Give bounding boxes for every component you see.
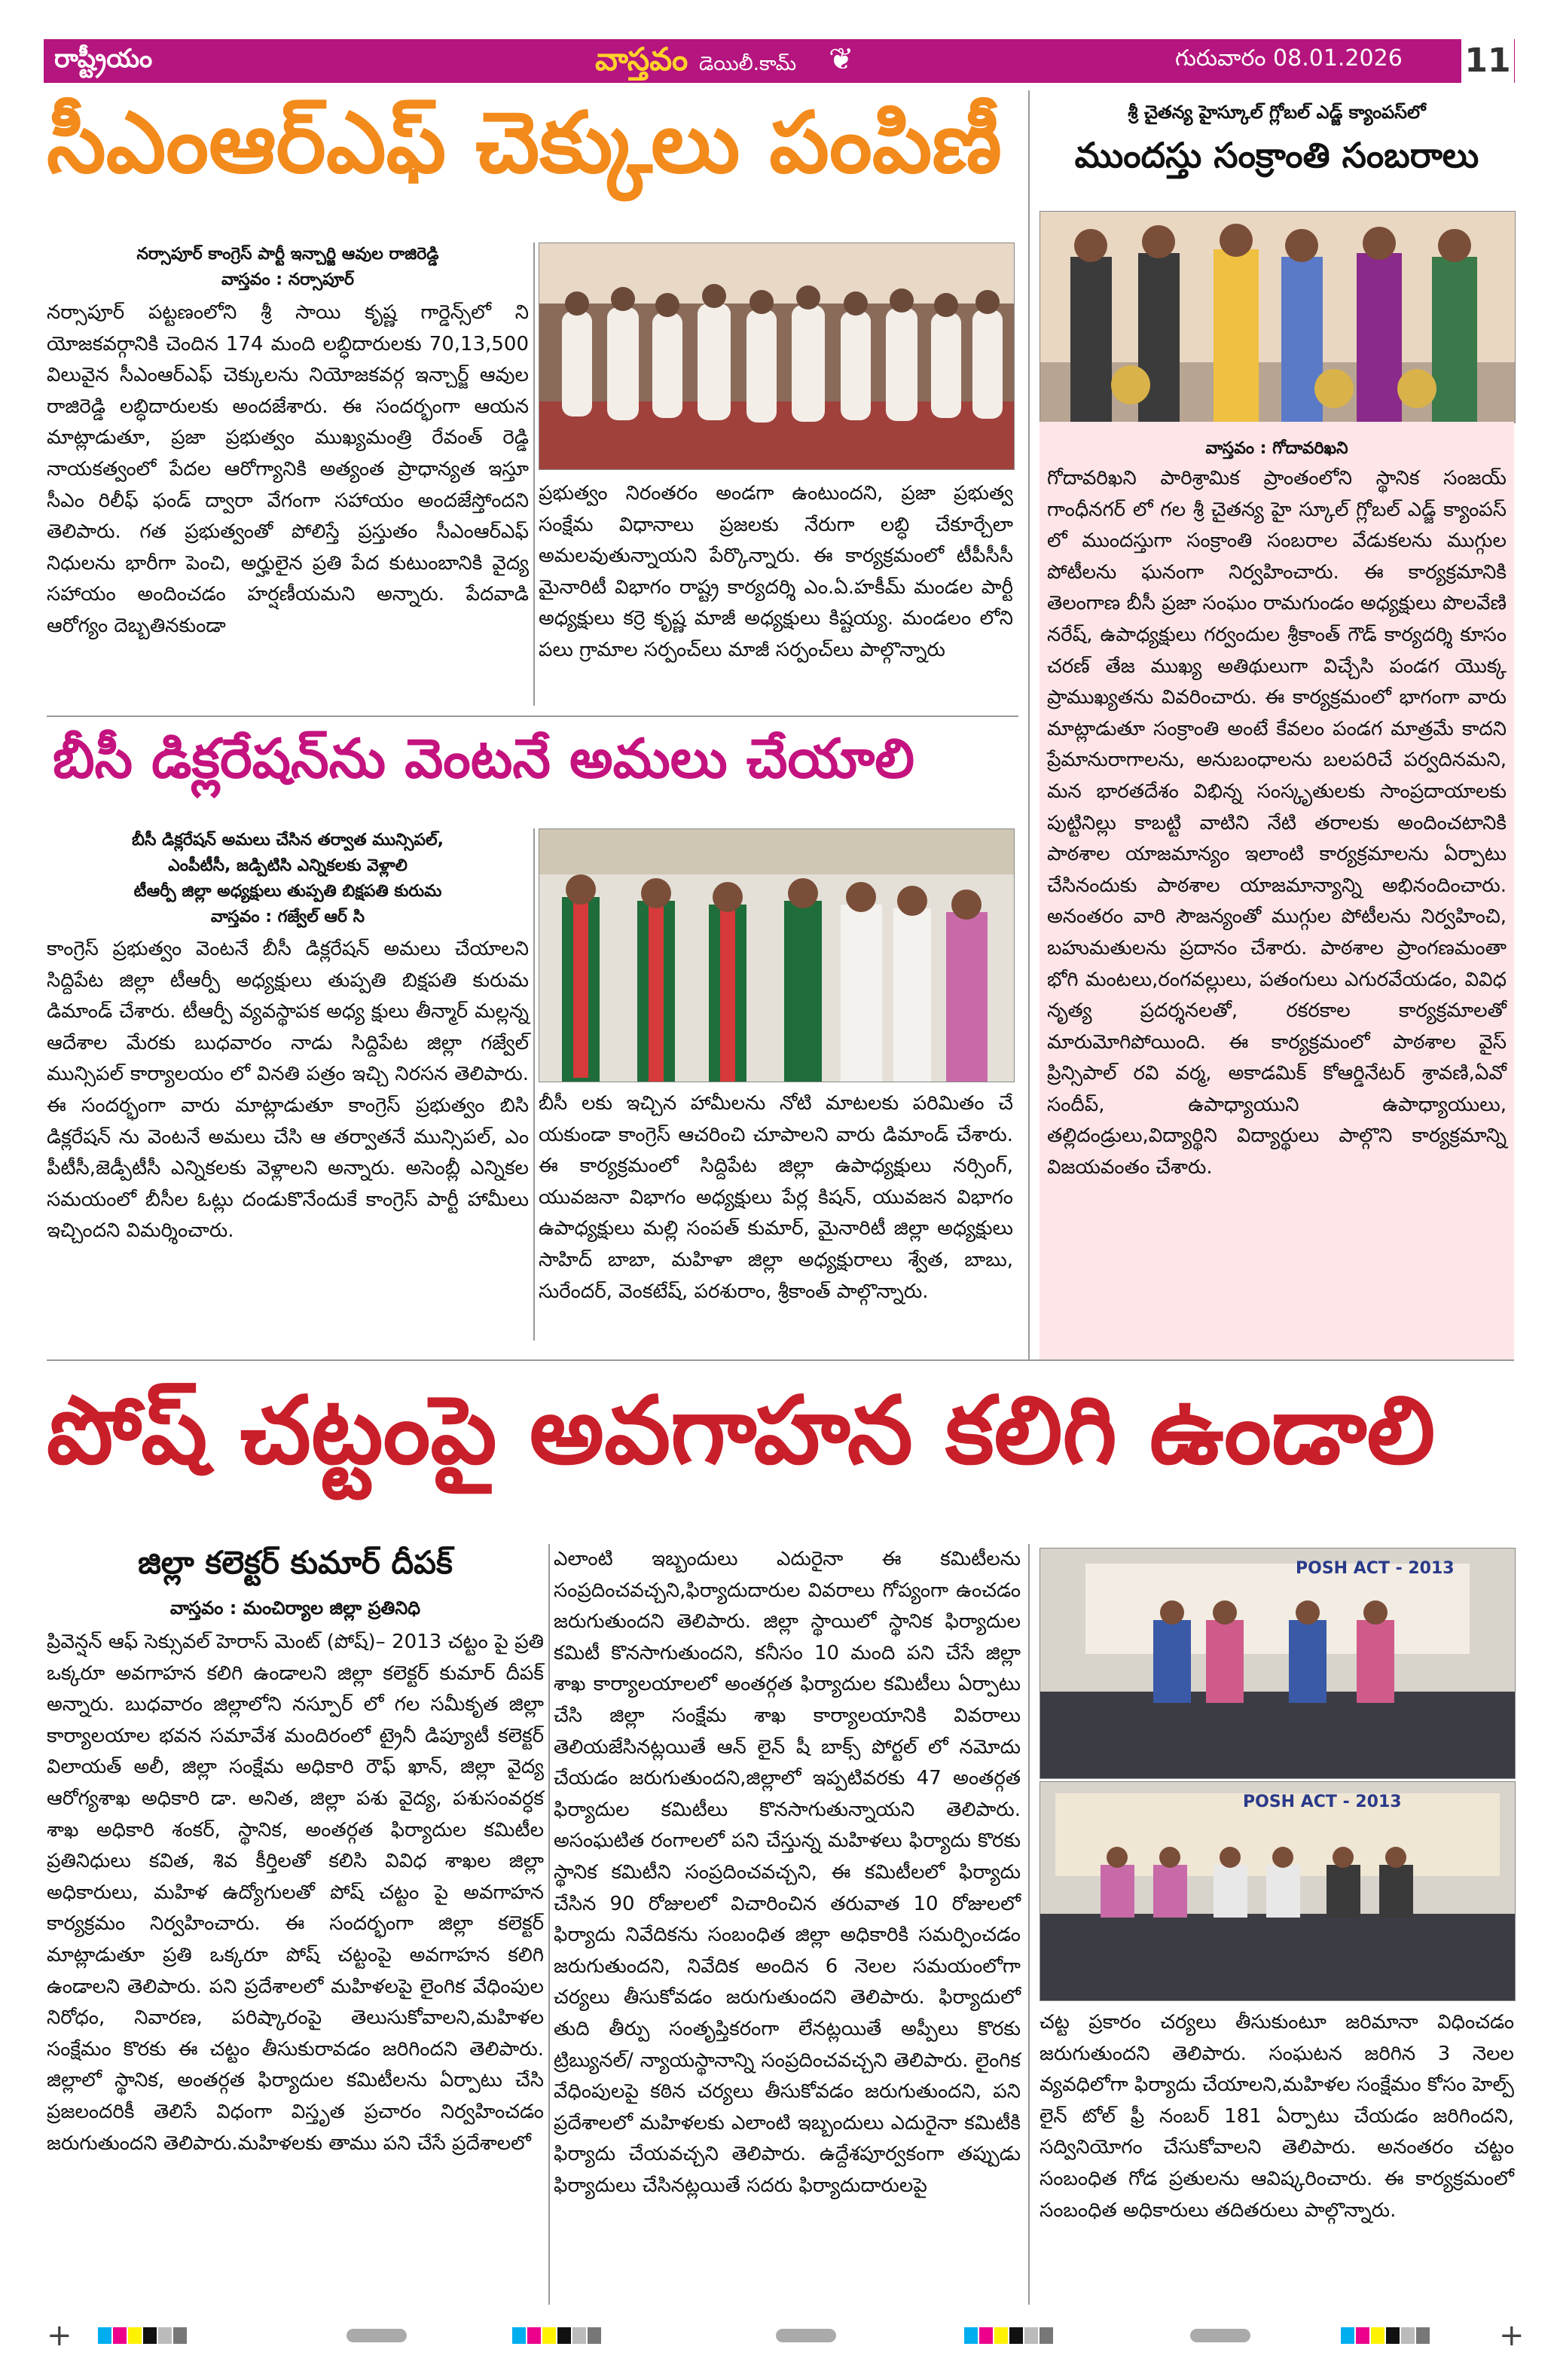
article4-col2: ఎలాంటి ఇబ్బందులు ఎదురైనా ఈ కమిటీలను సంప్రదించవచ్చని,ఫిర్యాదుదారుల వివరాలు గోప్యంగా ఉంచడం జరుగుతుందని తెలిపారు. జిల్లా స్థాయిలో స్థానిక ఫిర్యాదుల కమిటీ కొనసాగుతుందని, కనీసం 10 మంది పని చేసే జిల్లా శాఖ కార్యాలయాలలో అంతర్గత ఫిర్యాదుల కమిటీలు ఏర్పాటు చేసి జిల్లా సంక్షేమ శాఖ కార్యాలయానికి వివరాలు తెలియజేసినట్లయితే ఆన్ లైన్ షీ బాక్స్ పోర్టల్ లో నమోదు చేయడం జరుగుతుందని,జిల్లాలో ఇప్పటివరకు 47 అంతర్గత ఫిర్యాదుల కమిటీలు కొనసాగుతున్నాయని తెలిపారు. అసంఘటిత రంగాలలో పని చేస్తున్న మహిళలు ఫిర్యాదు కొరకు స్థానిక కమిటీని సంప్రదించవచ్చని, ఈ కమిటీలలో ఫిర్యాదు చేసిన 90 రోజులలో విచారించిన తరువాత 10 రోజులలో ఫిర్యాదు నివేదికను సంబంధిత జిల్లా అధికారికి సమర్పించడం జరుగుతుందని, నివేదిక అందిన 6 నెలల సమయంలోగా చర్యలు తీసుకోవడం జరుగుతుందని తెలిపారు. ఫిర్యాదులో తుది తీర్పు సంతృప్తికరంగా లేనట్లయితే అప్పీలు కొరకు ట్రిబ్యునల్/ న్యాయస్థానాన్ని సంప్రదించవచ్చని తెలిపారు. లైంగిక వేధింపులపై కఠిన చర్యలు తీసుకోవడం జరుగుతుందని, పని ప్రదేశాలలో మహిళలకు ఎలాంటి ఇబ్బందులు ఎదురైనా కమిటీకి ఫిర్యాదు చేయవచ్చని తెలిపారు. ఉద్దేశపూర్వకంగా తప్పుడు ఫిర్యాదులు చేసినట్లయితే సదరు ఫిర్యాదుదారులపై bbox=[554, 1548, 1021, 2197]
article2-subhead-3: టీఆర్పీ జిల్లా అధ్యక్షులు తుప్పతి బిక్షపతి కురుమ bbox=[133, 882, 442, 901]
sankranti-photo bbox=[1040, 211, 1516, 423]
sidebar-divider bbox=[1028, 90, 1030, 1359]
page-section-divider bbox=[47, 1359, 1514, 1361]
article2-col2: బీసీ లకు ఇచ్చిన హామీలను నోటి మాటలకు పరిమితం చే యకుండా కాంగ్రెస్ ఆచరించి చూపాలని వారు డిమాండ్ చేశారు. ఈ కార్యక్రమంలో సిద్దిపేట జిల్లా ఉపాధ్యక్షులు నర్సింగ్, యువజనా విభాగం అధ్యక్షులు పేర్ల కిషన్, యువజన విభాగం ఉపాధ్యక్షులు మల్లి సంపత్ కుమార్, మైనారిటీ జిల్లా అధ్యక్షులు సాహిద్ బాబా, మహిళా జిల్లా అధ్యక్షురాలు శ్వేత, బాబు, సురేందర్, వెంకటేష్, పరశురాం, శ్రీకాంత్ పాల్గొన్నారు. bbox=[539, 1092, 1013, 1303]
cmrf-photo bbox=[539, 243, 1015, 470]
posh-photo-2 bbox=[1040, 1781, 1516, 2001]
article4-col1: ప్రివెన్షన్ ఆఫ్ సెక్సువల్ హెరాస్ మెంట్ (పోష్)– 2013 చట్టం పై ప్రతి ఒక్కరూ అవగాహన కలిగి ఉండాలని జిల్లా కలెక్టర్ కుమార్ దీపక్ అన్నారు. బుధవారం జిల్లాలోని నస్పూర్ లో గల సమీకృత జిల్లా కార్యాలయాల భవన సమావేశ మందిరంలో ట్రైనీ డిప్యూటీ కలెక్టర్ విలాయత్ అలీ, జిల్లా సంక్షేమ అధికారి రౌఫ్ ఖాన్, జిల్లా వైద్య ఆరోగ్యశాఖ అధికారి డా. అనిత, జిల్లా పశు వైద్య, పశుసంవర్ధక శాఖ అధికారి శంకర్, స్థానిక, అంతర్గత ఫిర్యాదుల కమిటీల ప్రతినిధులు కవిత, శివ కీర్తిలతో కలిసి వివిధ శాఖల జిల్లా అధికారులు, మహిళ ఉద్యోగులతో పోష్ చట్టం పై అవగాహన కార్యక్రమం నిర్వహించారు. ఈ సందర్భంగా జిల్లా కలెక్టర్ మాట్లాడుతూ ప్రతి ఒక్కరూ పోష్ చట్టంపై అవగాహన కలిగి ఉండాలని తెలిపారు. పని ప్రదేశాలలో మహిళలపై లైంగిక వేధింపుల నిరోధం, నివారణ, పరిష్కారంపై తెలుసుకోవాలని,మహిళల సంక్షేమం కొరకు ఈ చట్టం తీసుకురావడం జరిగిందని తెలిపారు. జిల్లాలో స్థానిక, అంతర్గత ఫిర్యాదుల కమిటీలను ఏర్పాటు చేసి ప్రజలందరికీ తెలిసే విధంగా విస్తృత ప్రచారం నిర్వహించడం జరుగుతుందని తెలిపారు.మహిళలకు తాము పని చేసే ప్రదేశాలలో bbox=[47, 1631, 544, 2155]
column-divider bbox=[1028, 1544, 1030, 2305]
column-divider bbox=[533, 828, 535, 1341]
article3-kicker: శ్రీ చైతన్య హైస్కూల్ గ్లోబల్ ఎడ్జ్ క్యాంపస్‌లో bbox=[1128, 102, 1426, 123]
bird-icon: ❦ bbox=[829, 42, 854, 77]
registration-cross-icon: + bbox=[47, 2318, 72, 2353]
article2-headline: బీసీ డిక్లరేషన్‌ను వెంటనే అమలు చేయాలి bbox=[53, 727, 914, 790]
sidebar-header bbox=[1040, 90, 1514, 207]
bc-photo-image bbox=[539, 829, 1014, 1082]
article3-body: గోదావరిఖని పారిశ్రామిక ప్రాంతంలోని స్థానిక సంజయ్ గాంధీనగర్ లో గల శ్రీ చైతన్య హై స్కూల్ గ్లోబల్ ఎడ్జ్ క్యాంపస్ లో ముందస్తుగా సంక్రాంతి సంబరాల వేడుకలను ముగ్గుల పోటీలను ఘనంగా నిర్వహించారు. ఈ కార్యక్రమానికి తెలంగాణ బీసీ ప్రజా సంఘం రామగుండం అధ్యక్షులు పొలవేణి నరేష్, ఉపాధ్యక్షులు గర్వందుల శ్రీకాంత్ గౌడ్ కార్యదర్శి కూసం చరణ్ తేజ ముఖ్య అతిథులుగా విచ్చేసి పండగ యొక్క ప్రాముఖ్యతను వివరించారు. ఈ కార్యక్రమంలో భాగంగా వారు మాట్లాడుతూ సంక్రాంతి అంటే కేవలం పండగ మాత్రమే కాదని ప్రేమానురాగాలను, అనుబంధాలను బలపరిచే పర్వదినమని, మన భారతదేశం విభిన్న సంస్కృతులకు సాంప్రదాయాలకు పుట్టినిల్లు కాబట్టి వాటిని నేటి తరాలకు అందించటానికి పాఠశాల యాజమాన్యం ఇలాంటి కార్యక్రమాలను ఏర్పాటు చేసినందుకు పాఠశాల యాజమాన్యాన్ని అభినందించారు. అనంతరం వారి సౌజన్యంతో ముగ్గుల పోటీలను నిర్వహించి, బహుమతులను ప్రదానం చేశారు. పాఠశాల ప్రాంగణమంతా భోగి మంటలు,రంగవల్లులు, పతంగులు ఎగురవేయడం, వివిధ నృత్య ప్రదర్శనలతో, రకరకాల కార్యక్రమాలతో మారుమోగిపోయింది. ఈ కార్యక్రమంలో పాఠశాల వైస్ ప్రిన్సిపాల్ రవి వర్మ, అకాడమిక్ కోఆర్డినేటర్ శ్రావణి,ఏవో సందీప్, ఉపాధ్యాయుని ఉపాధ్యాయులు, తల్లిదండ్రులు,విద్యార్థిని విద్యార్థులు పాల్గొని కార్యక్రమాన్ని విజయవంతం చేశారు. bbox=[1047, 467, 1507, 1179]
column-divider bbox=[533, 243, 535, 706]
article2-subhead-1: బీసీ డిక్లరేషన్ అమలు చేసిన తర్వాత మున్సిపల్, bbox=[131, 831, 444, 850]
article4-dateline: వాస్తవం : మంచిర్యాల జిల్లా ప్రతినిధి bbox=[169, 1597, 421, 1619]
column-divider bbox=[548, 1544, 550, 2305]
registration-cross-icon: + bbox=[1499, 2318, 1525, 2353]
article1-col1: నర్సాపూర్ పట్టణంలోని శ్రీ సాయి కృష్ణ గార్డెన్స్‌లో ని యోజకవర్గానికి చెందిన 174 మంది లబ్ధిదారులకు 70,13,500 విలువైన సీఎంఆర్ఎఫ్ చెక్కులను నియోజకవర్గ ఇన్చార్జ్ ఆవుల రాజిరెడ్డి లబ్ధిదారులకు అందజేశారు. ఈ సందర్భంగా ఆయన మాట్లాడుతూ, ప్రజా ప్రభుత్వం ముఖ్యమంత్రి రేవంత్ రెడ్డి నాయకత్వంలో పేదల ఆరోగ్యానికి అత్యంత ప్రాధాన్యత ఇస్తూ సీఎం రిలీఫ్ ఫండ్ ద్వారా వేగంగా సహాయం అందజేస్తోందని తెలిపారు. గత ప్రభుత్వంతో పోలిస్తే ప్రస్తుతం సీఎంఆర్ఎఫ్ నిధులను భారీగా పెంచి, అర్హులైన ప్రతి పేద కుటుంబానికి వైద్య సహాయం అందించడం హర్షణీయమని అన్నారు. పేదవాడి ఆరోగ్యం దెబ్బతినకుండా bbox=[47, 301, 529, 637]
section-divider bbox=[47, 716, 1018, 717]
sankranti-photo-image bbox=[1040, 212, 1515, 423]
section-label: రాష్ట్రీయం bbox=[54, 44, 153, 74]
logo-sub: డెయిలీ.కామ్ bbox=[698, 53, 797, 75]
article3-dateline: వాస్తవం : గోదావరిఖని bbox=[1205, 439, 1348, 458]
article1-headline: సీఎంఆర్ఎఫ్ చెక్కులు పంపిణీ bbox=[47, 94, 1002, 192]
bc-declaration-photo bbox=[539, 828, 1015, 1082]
article2-subhead-2: ఎంపీటీసీ, జడ్పిటిసి ఎన్నికలకు వెళ్లాలి bbox=[168, 856, 408, 875]
posh-photo-1 bbox=[1040, 1548, 1516, 1779]
logo-text: వాస్తవం bbox=[595, 41, 688, 78]
page-number: 11 bbox=[1461, 39, 1514, 83]
article4-subhead: జిల్లా కలెక్టర్ కుమార్ దీపక్ bbox=[138, 1544, 453, 1581]
article2-dateline: వాస్తవం : గజ్వేల్ ఆర్ సి bbox=[210, 908, 365, 926]
posh-photo-2-image bbox=[1040, 1782, 1515, 2000]
posh-banner-2: POSH ACT - 2013 bbox=[1243, 1793, 1402, 1811]
article4-col3: చట్ట ప్రకారం చర్యలు తీసుకుంటూ జరిమానా విధించడం జరుగుతుందని తెలిపారు. సంఘటన జరిగిన 3 నెలల వ్యవధిలోగా ఫిర్యాదు చేయాలని,మహిళల సంక్షేమం కోసం హెల్ప్ లైన్ టోల్ ఫ్రీ నంబర్ 181 ఏర్పాటు చేయడం జరిగిందని, సద్వినియోగం చేసుకోవాలని తెలిపారు. అనంతరం చట్టం సంబంధిత గోడ ప్రతులను ఆవిష్కరించారు. ఈ కార్యక్రమంలో సంబంధిత అధికారులు తదితరులు పాల్గొన్నారు. bbox=[1040, 2011, 1514, 2222]
article1-subhead: నర్సాపూర్ కాంగ్రెస్ పార్టీ ఇన్చార్జి ఆవుల రాజిరెడ్డి bbox=[136, 245, 439, 264]
article4-headline: పోష్ చట్టంపై అవగాహన కలిగి ఉండాలి bbox=[47, 1377, 1436, 1485]
article2-col1: కాంగ్రెస్ ప్రభుత్వం వెంటనే బీసీ డిక్లరేషన్ అమలు చేయాలని సిద్దిపేట జిల్లా టీఆర్పీ అధ్యక్షులు తుప్పతి బిక్షపతి కురుమ డిమాండ్ చేశారు. టీఆర్పీ వ్యవస్థాపక అధ్య క్షులు తీన్మార్ మల్లన్న ఆదేశాల మేరకు బుధవారం నాడు సిద్దిపేట జిల్లా గజ్వేల్ మున్సిపల్ కార్యాలయం లో వినతి పత్రం ఇచ్చి నిరసన తెలిపారు. ఈ సందర్భంగా వారు మాట్లాడుతూ కాంగ్రెస్ ప్రభుత్వం బిసి డిక్లరేషన్ ను వెంటనే అమలు చేసి ఆ తర్వాతనే మున్సిపల్, ఎం పీటీసీ,జెడ్పీటీసీ ఎన్నికలకు వెళ్లాలని అన్నారు. అసెంబ్లీ ఎన్నికల సమయంలో బీసీల ఓట్లు దండుకొనేందుకే కాంగ్రెస్ పార్టీ హామీలు ఇచ్చిందని విమర్శించారు. bbox=[47, 938, 529, 1243]
posh-banner-1: POSH ACT - 2013 bbox=[1296, 1559, 1455, 1578]
issue-date: గురువారం 08.01.2026 bbox=[1175, 45, 1403, 72]
article3-headline: ముందస్తు సంక్రాంతి సంబరాలు bbox=[1074, 134, 1479, 175]
posh-photo-1-image bbox=[1040, 1549, 1515, 1778]
article1-col2: ప్రభుత్వం నిరంతరం అండగా ఉంటుందని, ప్రజా ప్రభుత్వ సంక్షేమ విధానాలు ప్రజలకు నేరుగా లబ్ధి చేకూర్చేలా అమలవుతున్నాయని పేర్కొన్నారు. ఈ కార్యక్రమంలో టీపీసీసీ మైనారిటీ విభాగం రాష్ట్ర కార్యదర్శి ఎం.ఏ.హకీమ్ మండల పార్టీ అధ్యక్షులు కర్రె కృష్ణ మాజీ అధ్యక్షులు కిష్టయ్య. మండలం లోని పలు గ్రామాల సర్పంచ్‌లు మాజీ సర్పంచ్‌లు పాల్గొన్నారు bbox=[539, 482, 1013, 661]
masthead-logo bbox=[595, 41, 796, 86]
color-registration-strip bbox=[98, 2326, 1454, 2348]
article1-dateline: వాస్తవం : నర్సాపూర్ bbox=[221, 270, 354, 289]
cmrf-photo-image bbox=[539, 243, 1014, 469]
